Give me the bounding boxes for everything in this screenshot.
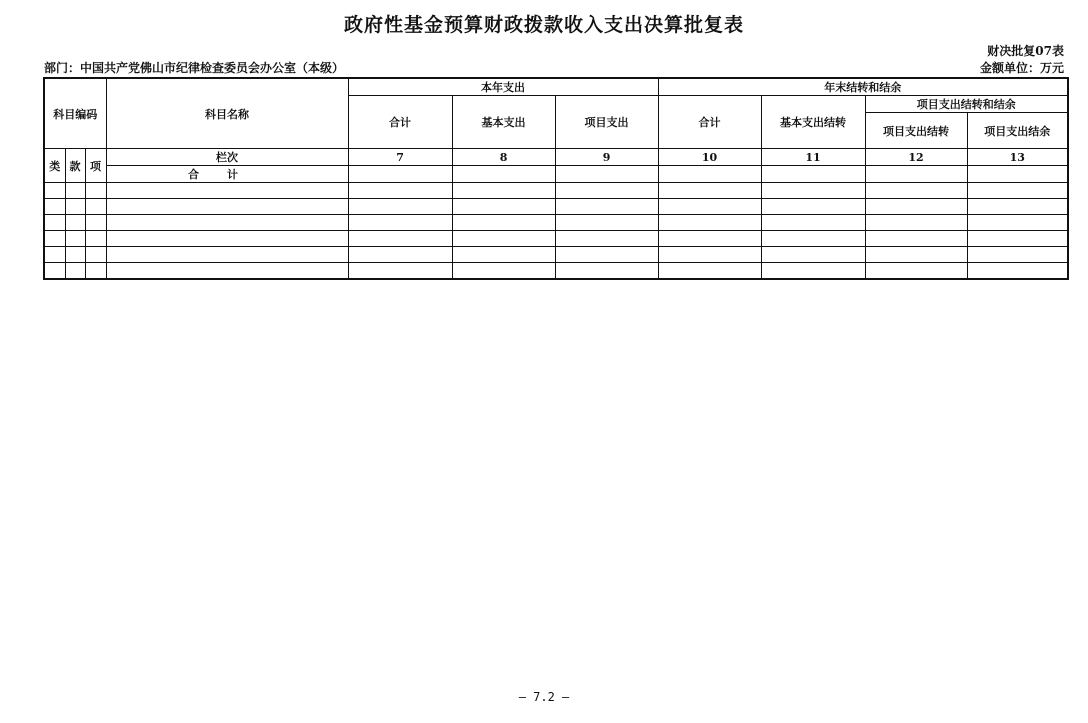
kuan-header: 款 (65, 149, 85, 183)
current-year-expense-header: 本年支出 (348, 78, 658, 96)
department-label: 部门：中国共产党佛山市纪律检查委员会办公室（本级） (44, 61, 345, 75)
page-number: — 7.2 — (518, 690, 570, 704)
xiang-header: 项 (85, 149, 106, 183)
report-title: 政府性基金预算财政拨款收入支出决算批复表 (343, 14, 744, 36)
project-expense-header: 项目支出 (555, 96, 658, 149)
col-number: 12 (865, 149, 967, 166)
total-header: 合计 (348, 96, 452, 149)
table-cell (348, 166, 452, 183)
table-row (44, 231, 1068, 247)
table-cell (967, 166, 1068, 183)
table-row (44, 263, 1068, 280)
basic-expense-header: 基本支出 (452, 96, 555, 149)
table-cell (761, 166, 865, 183)
table-row (44, 183, 1068, 199)
project-balance-header: 项目支出结转和结余 (865, 96, 1068, 113)
col-number: 9 (555, 149, 658, 166)
project-surplus-header: 项目支出结余 (967, 113, 1068, 149)
subject-code-header: 科目编码 (44, 78, 106, 149)
table-cell (658, 166, 761, 183)
form-code: 财决批复07表 (987, 44, 1064, 58)
grand-total-label: 合计 (106, 166, 348, 183)
subject-name-header: 科目名称 (106, 78, 348, 149)
project-carryover-header: 项目支出结转 (865, 113, 967, 149)
table-cell (555, 166, 658, 183)
col-number: 10 (658, 149, 761, 166)
table-cell (865, 166, 967, 183)
amount-unit: 金额单位：万元 (979, 61, 1064, 75)
table-row (44, 215, 1068, 231)
year-end-balance-header: 年末结转和结余 (658, 78, 1068, 96)
table-row (44, 199, 1068, 215)
basic-carryover-header: 基本支出结转 (761, 96, 865, 149)
col-number: 13 (967, 149, 1068, 166)
balance-total-header: 合计 (658, 96, 761, 149)
col-number: 8 (452, 149, 555, 166)
col-number: 11 (761, 149, 865, 166)
budget-table (43, 77, 1069, 280)
category-header: 类 (44, 149, 65, 183)
grand-total-row (44, 166, 1068, 183)
table-row (44, 247, 1068, 263)
table-cell (452, 166, 555, 183)
col-number: 7 (348, 149, 452, 166)
column-index-label: 栏次 (106, 149, 348, 166)
